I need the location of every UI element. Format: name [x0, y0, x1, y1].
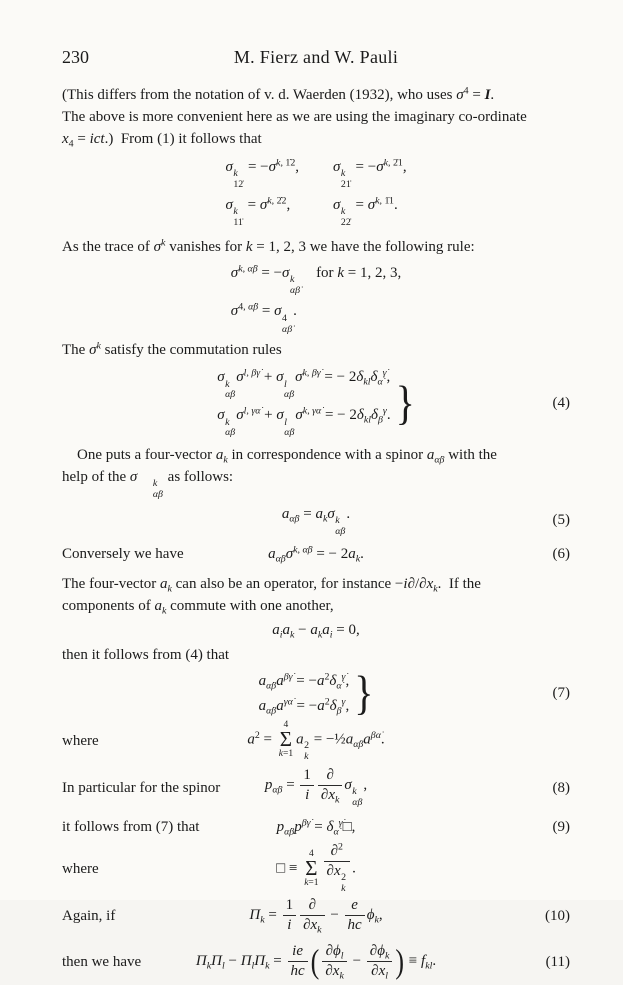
equation-lines — [259, 670, 350, 717]
equation-number-8: (8) — [552, 779, 570, 796]
right-brace: } — [395, 374, 415, 429]
equation-sigma-22: σ k 22̇ = $\sigma^{k, 1̇1}$. — [333, 195, 398, 228]
equation-a2-label: where — [62, 733, 99, 750]
equation-number-7: (7) — [552, 685, 570, 701]
equation-11: $\Pi_k\Pi_l - \Pi_l\Pi_k$ = $\frac{ie}{hc}$ ( $\frac{\partial\phi_l}{\partial x_k}$ − $\frac{\partial\phi_k}{\partial x_l}$ ) ≡ $f_{kl}$. — [195, 942, 437, 982]
paragraph-four-vector: The four-vector $a_k$ can also be an operator, for instance $-i\partial/\partial x_k$. If the components of $a_k$ commute with one another, — [62, 575, 481, 616]
equation-7-line1: $a_{\alphȧ\beta}a^{\beta\gammȧ} = -a^2\delta_{\alphȧ}^{\gammȧ}$, — [258, 671, 350, 691]
equation-7-line2: $a_{\alphȧ\beta}a^{\gamma\alphȧ} = -a^2\delta_\beta^\gamma$, — [258, 696, 350, 716]
equation-4-block — [62, 366, 570, 439]
equation-10: $\Pi_k$ = $\frac{1}{i}$ $\frac{\partial}{\partial x_k}$ − $\frac{e}{hc}$ $\phi_k$, — [249, 896, 383, 936]
equation-number-4: (4) — [552, 394, 570, 411]
equation-5-row — [62, 503, 570, 538]
equation-sigma-21: σ k 21̇ = $-\sigma^{k, 2̇1}$, — [333, 157, 407, 191]
equation-commute-body: $a_ia_k - a_ka_i = 0$, — [272, 621, 360, 640]
equation-6: $a_{\alphȧ\beta}\sigma^{k, \alphȧ\beta}$ = − $2a_k$. — [268, 544, 364, 564]
equation-6-label: Conversely we have — [62, 545, 184, 562]
equation-8-row — [62, 767, 570, 809]
equation-a2: $a^2$ = 4 Σ k=1 a 2 k = $-\frac{1}{2}a_{\alphȧ\beta}a^{\beta\alphȧ}$. — [247, 719, 385, 762]
right-brace: } — [354, 665, 374, 720]
equation-rule-line1: $\sigma^{k, \alphȧ\beta} = -\sigma$ k αβ̇ for k = 1, 2, 3, — [230, 263, 402, 296]
equation-9: $p_{\alphȧ\beta}p^{\beta\gammȧ}$ = $\delta_{\alphȧ}^{\gammȧ}□$, — [276, 817, 356, 838]
paragraph-commutation: The $\sigma^k$ satisfy the commutation rules — [62, 340, 282, 359]
equation-8-label: In particular for the spinor — [62, 779, 221, 796]
page-header — [62, 46, 570, 70]
equation-9-row — [62, 813, 570, 841]
equation-8: $p_{\alphȧ\beta}$ = $\frac{1}{i}$ $\frac{\partial}{\partial x_k}$ σ k α̇β , — [264, 766, 368, 808]
equation-4-line2: σ k α̇β $\sigma^{l, \gamma\alphȧ} + \sigma$ l α̇β $\sigma^{k, \gamma\alphȧ}$ = − $2\delta_{kl}\delta_\beta^\gamma$. — [217, 405, 391, 439]
equation-sigma-components — [62, 156, 570, 229]
equation-7-block — [62, 665, 570, 720]
equation-commute — [62, 619, 570, 641]
equation-trace-rule — [62, 262, 570, 336]
paragraph-one-puts: One puts a four-vector $a_k$ in correspondence with a spinor $a_{\alphȧ\beta}$ with the help of the σ k α̇β as follows: — [62, 446, 497, 500]
equation-box-label: where — [62, 860, 99, 877]
equation-5: $a_{\alphȧ\beta} = a_k\sigma$ k α̇β . — [281, 505, 351, 537]
equation-9-label: it follows from (7) that — [62, 818, 200, 835]
equation-a2-row — [62, 720, 570, 763]
equation-6-row — [62, 541, 570, 567]
equation-lines — [217, 366, 390, 439]
equation-sigma-11: σ k 11̇ = $\sigma^{k, 2̇2}$, — [225, 195, 291, 228]
equation-4-line1: σ k α̇β $\sigma^{l, \beta\gammȧ} + \sigma$ l α̇β $\sigma^{k, \beta\gammȧ}$ = − $2\delta_{kl}\delta_{\alphȧ}^{\gammȧ}$, — [217, 367, 391, 401]
equation-sigma-12: σ k 12̇ = $-\sigma^{k, 1̇2}$, — [225, 157, 299, 191]
equation-10-row — [62, 895, 570, 937]
equation-grid — [225, 156, 406, 229]
equation-number-5: (5) — [552, 512, 570, 529]
equation-rule-line2: $\sigma^{4, \alphȧ\beta} = \sigma$ 4 αβ̇ . — [230, 302, 297, 335]
equation-box: □ ≡ 4 Σ k=1 ∂$^2$ ∂x 2 k . — [276, 841, 356, 894]
equation-number-10: (10) — [545, 907, 570, 924]
paragraph-then: then it follows from (4) that — [62, 646, 230, 663]
equation-11-row — [62, 939, 570, 985]
equation-11-label: then we have — [62, 953, 142, 970]
equation-number-6: (6) — [552, 545, 570, 562]
equation-number-11: (11) — [545, 953, 570, 970]
equation-box-row — [62, 843, 570, 895]
equation-10-label: Again, if — [62, 907, 116, 924]
paragraph-trace: As the trace of $\sigma^k$ vanishes for k = 1, 2, 3 we have the following rule: — [62, 237, 475, 255]
running-title: M. Fierz and W. Pauli — [233, 47, 399, 67]
equation-lines — [231, 262, 401, 336]
paragraph-intro: (This differs from the notation of v. d. Waerden (1932), who uses $\sigma^4 = I$. The above is more convenient here as we are using the imaginary co-ordinate $x_4 = ict$.) From (1) it follows that — [62, 85, 527, 150]
page-number: 230 — [62, 47, 89, 67]
equation-number-9: (9) — [552, 818, 570, 835]
